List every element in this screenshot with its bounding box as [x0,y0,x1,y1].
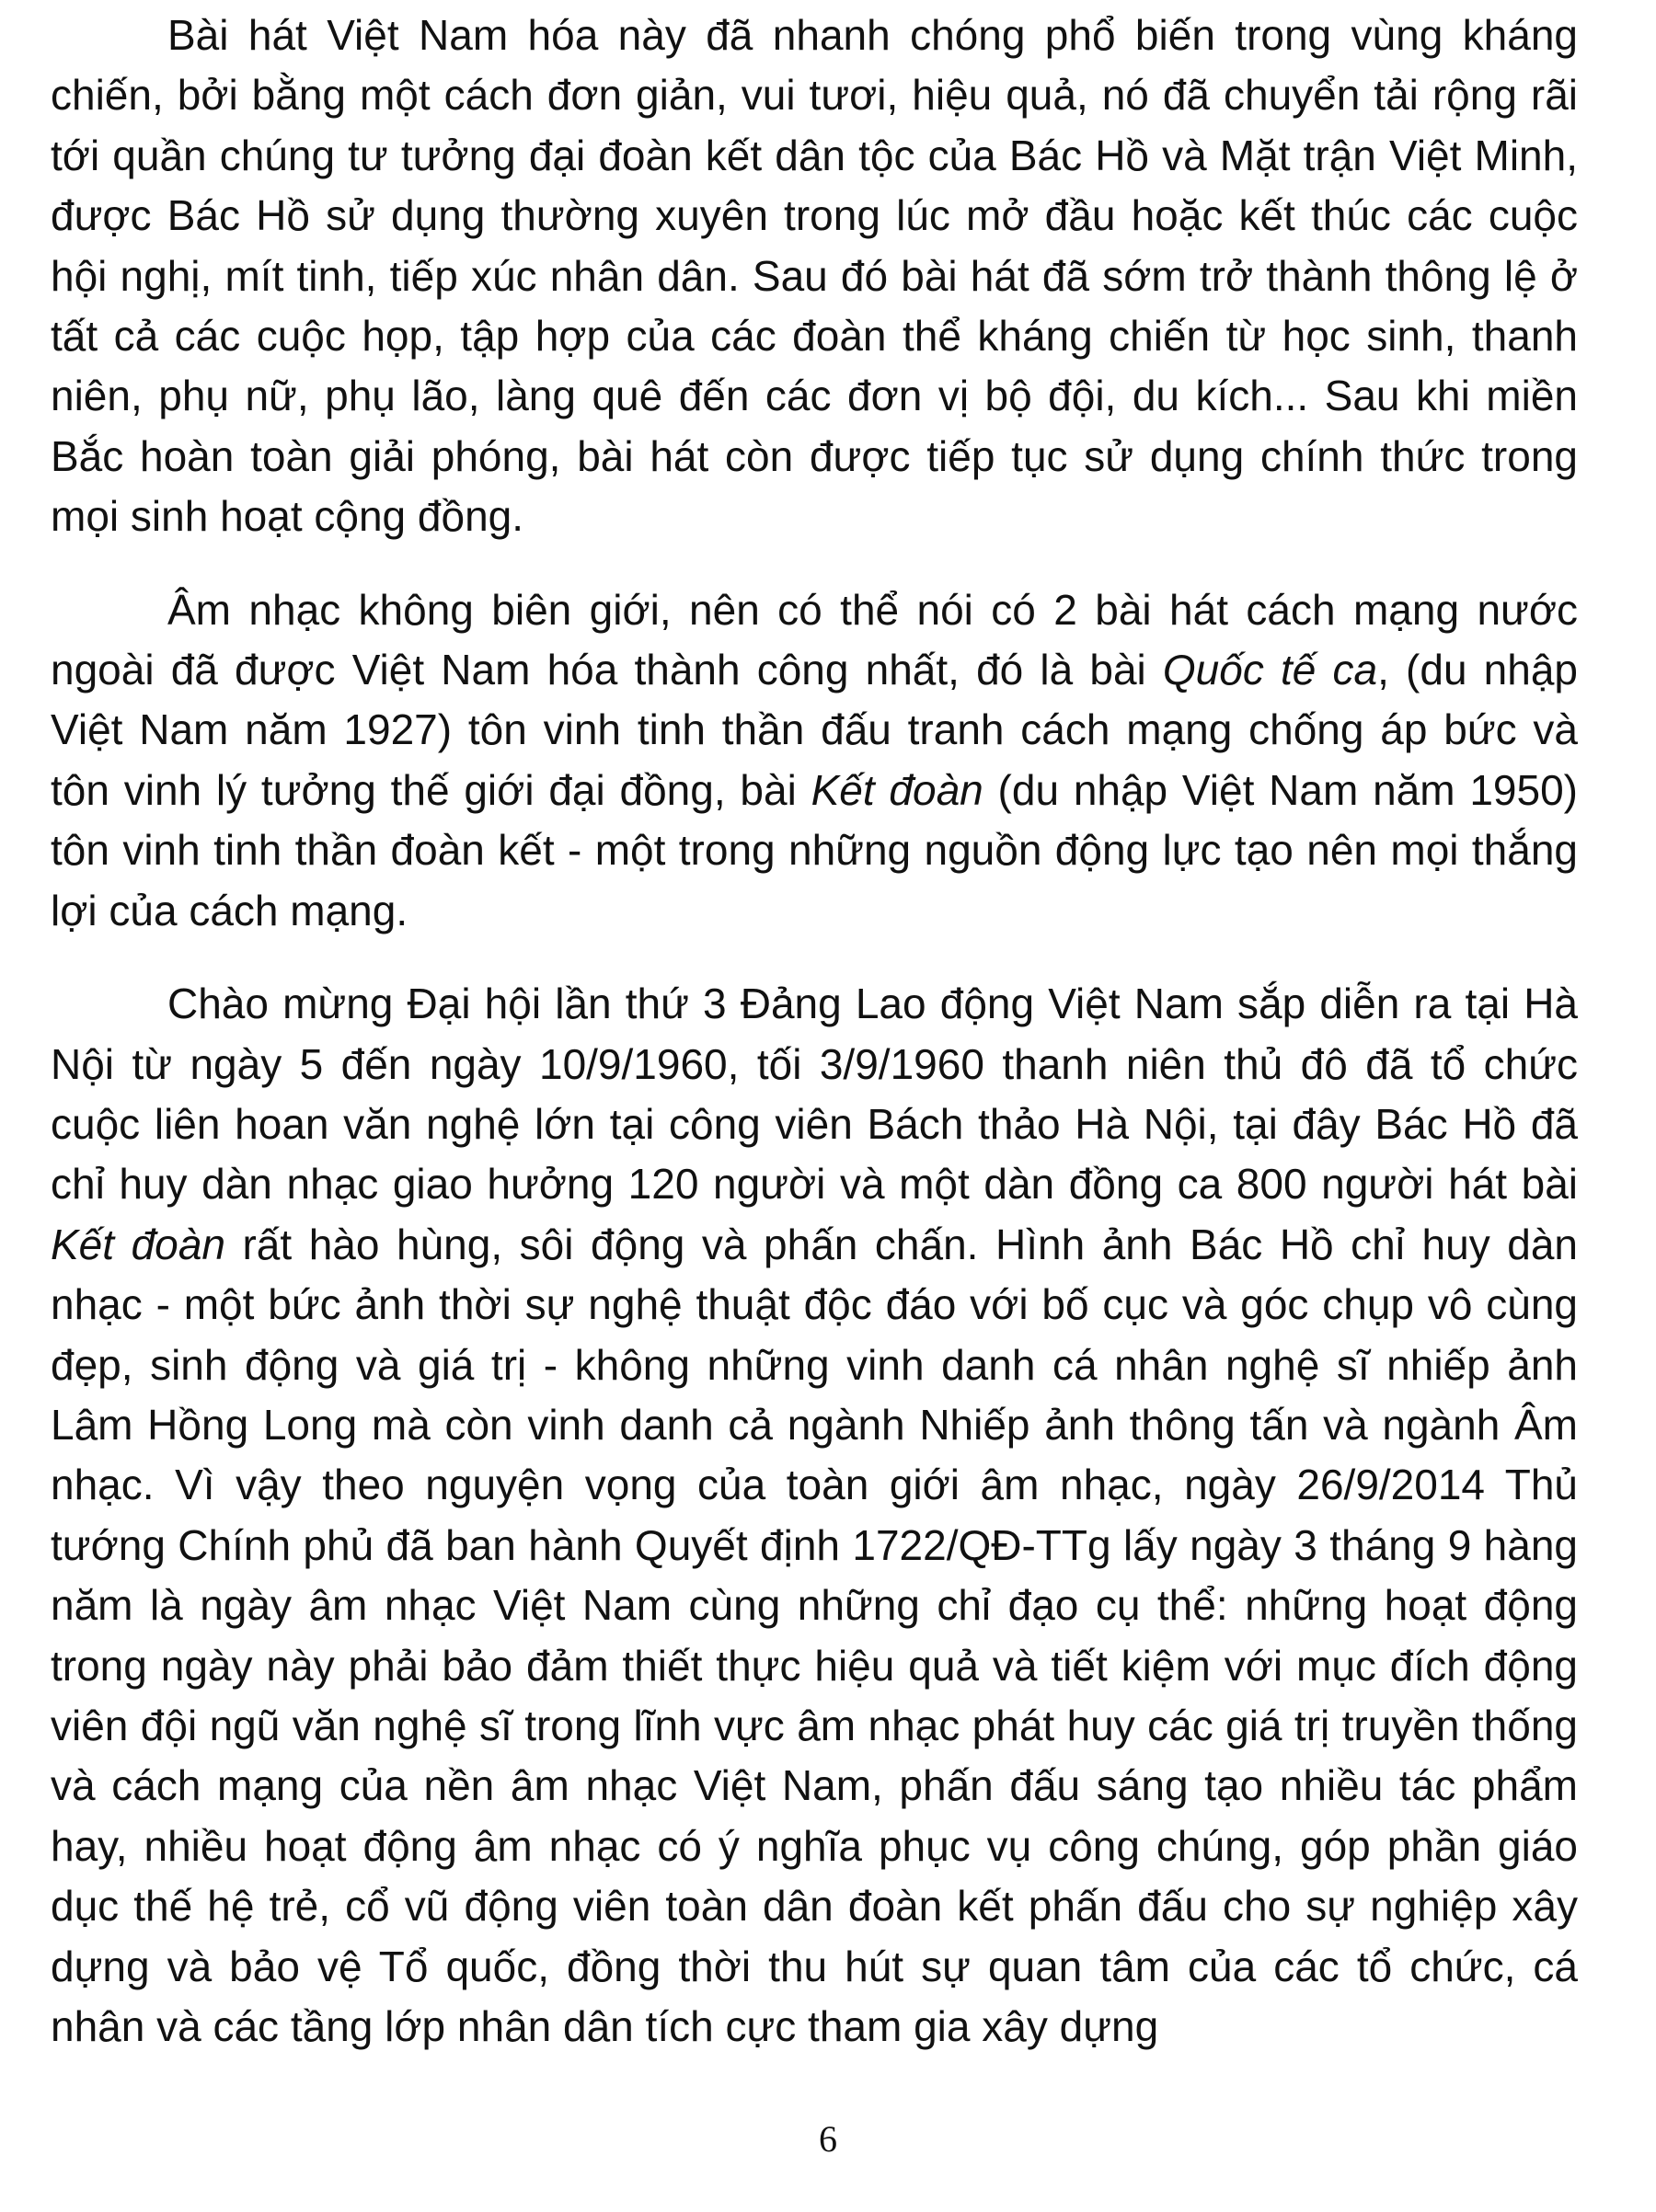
song-title-quoc-te-ca: Quốc tế ca [1162,646,1378,694]
paragraph-3 [51,974,1578,2057]
paragraph-2-text-a: Âm nhạc không biên giới, nên có thể nói có 2 bài hát cách mạng nước ngoài đã được Việt Nam hóa thành công nhất, đó là bài [51,585,1578,694]
document-body [51,6,1578,2057]
paragraph-1-text: Bài hát Việt Nam hóa này đã nhanh chóng phổ biến trong vùng kháng chiến, bởi bằng một cách đơn giản, vui tươi, hiệu quả, nó đã chuyển tải rộng rãi tới quần chúng tư tưởng đại đoàn kết dân tộc của Bác Hồ và Mặt trận Việt Minh, được Bác Hồ sử dụng thường xuyên trong lúc mở đầu hoặc kết thúc các cuộc hội nghị, mít tinh, tiếp xúc nhân dân. Sau đó bài hát đã sớm trở thành thông lệ ở tất cả các cuộc họp, tập hợp của các đoàn thể kháng chiến từ học sinh, thanh niên, phụ nữ, phụ lão, làng quê đến các đơn vị bộ đội, du kích... Sau khi miền Bắc hoàn toàn giải phóng, bài hát còn được tiếp tục sử dụng chính thức trong mọi sinh hoạt cộng đồng. [51,11,1578,541]
paragraph-3-text-b: rất hào hùng, sôi động và phấn chấn. Hình ảnh Bác Hồ chỉ huy dàn nhạc - một bức ảnh thời sự nghệ thuật độc đáo với bố cục và góc chụp vô cùng đẹp, sinh động và giá trị - không những vinh danh cá nhân nghệ sĩ nhiếp ảnh Lâm Hồng Long mà còn vinh danh cả ngành Nhiếp ảnh thông tấn và ngành Âm nhạc. Vì vậy theo nguyện vọng của toàn giới âm nhạc, ngày 26/9/2014 Thủ tướng Chính phủ đã ban hành Quyết định 1722/QĐ-TTg lấy ngày 3 tháng 9 hàng năm là ngày âm nhạc Việt Nam cùng những chỉ đạo cụ thể: những hoạt động trong ngày này phải bảo đảm thiết thực hiệu quả và tiết kiệm với mục đích động viên đội ngũ văn nghệ sĩ trong lĩnh vực âm nhạc phát huy các giá trị truyền thống và cách mạng của nền âm nhạc Việt Nam, phấn đấu sáng tạo nhiều tác phẩm hay, nhiều hoạt động âm nhạc có ý nghĩa phục vụ công chúng, góp phần giáo dục thế hệ trẻ, cổ vũ động viên toàn dân đoàn kết phấn đấu cho sự nghiệp xây dựng và bảo vệ Tổ quốc, đồng thời thu hút sự quan tâm của các tổ chức, cá nhân và các tầng lớp nhân dân tích cực tham gia xây dựng [51,1220,1578,2050]
song-title-ket-doan: Kết đoàn [811,765,983,814]
paragraph-2-text-c: (du nhập Việt Nam năm 1950) tôn vinh tinh thần đoàn kết - một trong những nguồn động lực tạo nên mọi thắng lợi của cách mạng. [51,765,1578,934]
paragraph-3-text-a: Chào mừng Đại hội lần thứ 3 Đảng Lao động Việt Nam sắp diễn ra tại Hà Nội từ ngày 5 đến ngày 10/9/1960, tối 3/9/1960 thanh niên thủ đô đã tổ chức cuộc liên hoan văn nghệ lớn tại công viên Bách thảo Hà Nội, tại đây Bác Hồ đã chỉ huy dàn nhạc giao hưởng 120 người và một dàn đồng ca 800 người hát bài [51,980,1578,1209]
paragraph-2 [51,580,1578,941]
song-title-ket-doan-2: Kết đoàn [51,1220,225,1268]
paragraph-1 [51,6,1578,547]
paragraph-2-text-b: , (du nhập Việt Nam năm 1927) tôn vinh tinh thần đấu tranh cách mạng chống áp bức và tôn vinh lý tưởng thế giới đại đồng, bài [51,646,1579,814]
page-number: 6 [819,2118,837,2160]
